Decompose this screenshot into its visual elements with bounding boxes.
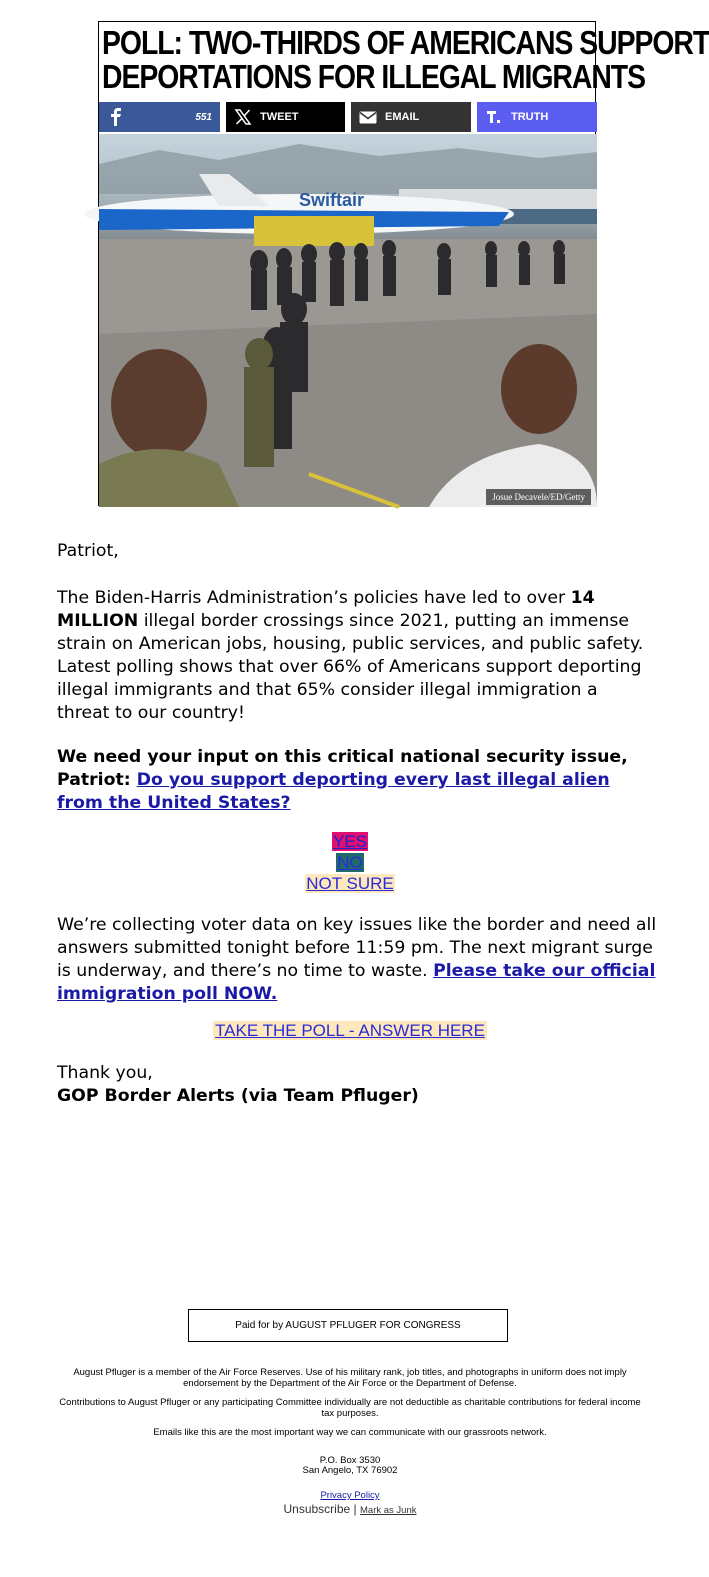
plane-livery: Swiftair — [299, 190, 365, 210]
link-separator: | — [353, 1502, 357, 1516]
x-icon — [232, 109, 254, 125]
intro-highlight: 14 MILLION — [57, 588, 595, 631]
truth-social-icon — [483, 109, 505, 125]
cta-row — [0, 1021, 700, 1041]
intro-text-b: illegal border crossings since 2021, putting an immense strain on American jobs, housing, public services, and public safety. Latest polling shows that over 66% of Americans support deporting illegal immigrants and that 65% consider illegal immigration a threat to our country! — [57, 611, 644, 723]
mailing-address — [0, 1456, 700, 1476]
question-link[interactable]: Do you support deporting every last illegal alien from the United States? — [57, 770, 610, 813]
vote-not-sure-link[interactable]: NOT SURE — [306, 874, 394, 893]
headline-line-2: DEPORTATIONS FOR ILLEGAL MIGRANTS — [102, 58, 645, 95]
truth-share-button[interactable] — [477, 102, 597, 132]
unsubscribe-link[interactable]: Unsubscribe — [283, 1502, 351, 1516]
grassroots-note: Emails like this are the most important way we can communicate with our grassroots network. — [153, 1427, 547, 1438]
share-bar — [99, 102, 597, 132]
vote-not-sure-row — [0, 873, 700, 894]
privacy-row — [0, 1490, 700, 1501]
tweet-label: TWEET — [260, 111, 299, 123]
tweet-button[interactable] — [226, 102, 345, 132]
paid-for-box: Paid for by AUGUST PFLUGER FOR CONGRESS — [188, 1309, 508, 1342]
vote-no-row — [0, 852, 700, 873]
question-paragraph — [57, 746, 647, 815]
vote-yes-row — [0, 831, 700, 852]
mark-as-junk-link[interactable]: Mark as Junk — [360, 1505, 417, 1516]
greeting: Patriot, — [57, 541, 119, 561]
email-label: EMAIL — [385, 111, 420, 123]
facebook-share-count: 551 — [195, 111, 212, 123]
vote-yes-link[interactable]: YES — [332, 832, 368, 851]
urgency-paragraph — [57, 914, 657, 1006]
vote-no-link[interactable]: NO — [337, 853, 363, 872]
headline — [102, 24, 709, 95]
facebook-icon — [105, 108, 127, 126]
signature: GOP Border Alerts (via Team Pfluger) — [57, 1086, 419, 1106]
truth-label: TRUTH — [511, 111, 549, 123]
military-disclaimer: August Pfluger is a member of the Air Force Reserves. Use of his military rank, job titles, and photographs in uniform does not imply endorsement by the Department of the Air Force or the Department of Defense. — [73, 1367, 627, 1389]
sign-off — [57, 1062, 419, 1108]
address-line-2: San Angelo, TX 76902 — [302, 1465, 398, 1476]
email-share-button[interactable] — [351, 102, 471, 132]
headline-line-1: POLL: TWO-THIRDS OF AMERICANS SUPPORT — [102, 24, 709, 61]
intro-text-a: The Biden-Harris Administration’s policies have led to over — [57, 588, 571, 608]
photo-credit: Josue Decavele/ED/Getty — [486, 489, 591, 505]
hero-image[interactable] — [98, 21, 709, 506]
privacy-policy-link[interactable]: Privacy Policy — [320, 1490, 380, 1501]
urgency-text: We’re collecting voter data on key issues like the border and need all answers submitted tonight before 11:59 pm. The next migrant surge is underway, and there’s no time to waste. — [57, 915, 657, 981]
official-poll-link[interactable]: Please take our official immigration poll NOW. — [57, 961, 656, 1004]
photo-illustration — [99, 134, 597, 507]
tax-disclaimer: Contributions to August Pfluger or any participating Committee individually are not deductible as charitable contributions for federal income tax purposes. — [59, 1397, 641, 1419]
intro-paragraph — [57, 587, 647, 725]
facebook-share-button[interactable] — [99, 102, 220, 132]
envelope-icon — [357, 111, 379, 124]
unsubscribe-row — [0, 1502, 700, 1516]
question-lead: We need your input on this critical national security issue, Patriot: — [57, 747, 628, 790]
address-line-1: P.O. Box 3530 — [319, 1455, 381, 1466]
take-poll-button[interactable]: TAKE THE POLL - ANSWER HERE — [215, 1021, 485, 1040]
deportation-photo — [99, 134, 597, 507]
thank-you: Thank you, — [57, 1063, 153, 1083]
